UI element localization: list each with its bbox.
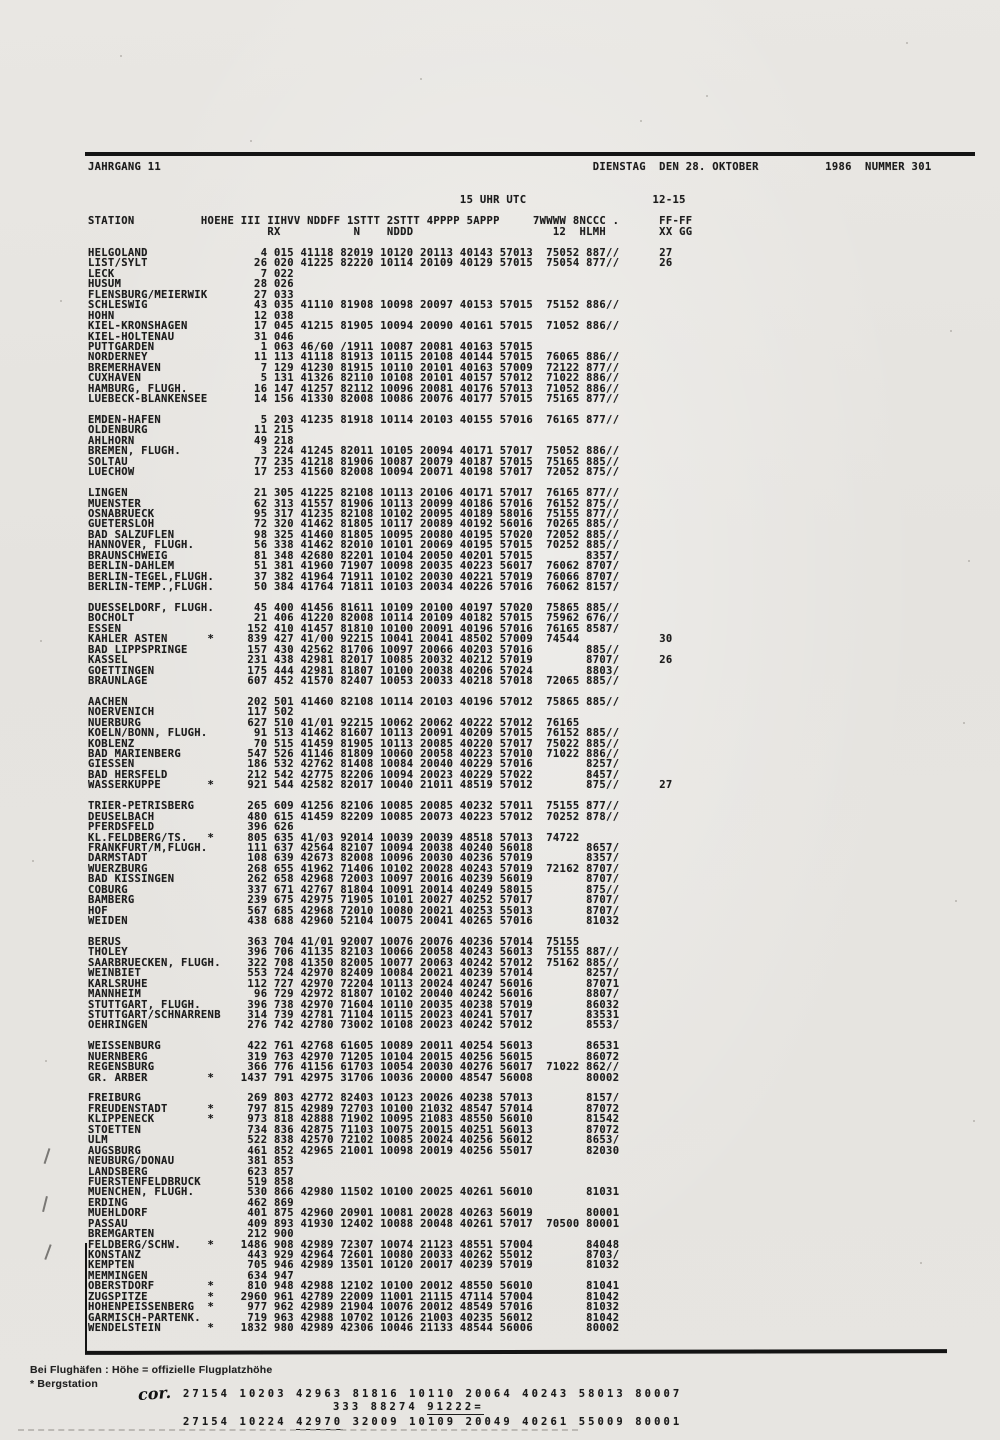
station-name: LINGEN: [88, 487, 241, 500]
station-name: BOCHOLT: [88, 612, 241, 625]
synop-codes: 212 900: [240, 1228, 660, 1241]
synop-codes: 1437 791 42975 31706 10036 20000 48547 56008 80002: [240, 1071, 660, 1084]
station-name: SCHLESWIG: [88, 299, 241, 312]
synop-codes: 49 218: [240, 434, 660, 447]
synop-codes: 186 532 42762 81408 10084 20040 40229 57016 8257/: [240, 758, 660, 771]
synop-codes: 805 635 41/03 92014 10039 20039 48518 57013 74722: [240, 831, 660, 844]
synop-codes: 705 946 42989 13501 10120 20017 40239 57019 81032: [240, 1259, 660, 1272]
station-name: BAD MARIENBERG: [88, 748, 241, 760]
station-name: FREUDENSTADT *: [88, 1102, 241, 1115]
table-row: [88, 1073, 672, 1083]
left-border-segment: [85, 1243, 87, 1352]
synop-codes: 72 320 41462 81805 10117 20089 40192 56016 70265 885//: [240, 518, 660, 531]
synop-codes: 7 022: [240, 267, 660, 280]
correction-code-line: [333, 1401, 484, 1413]
correction-code-line: [183, 1388, 682, 1400]
synop-codes: 98 325 41460 81805 10095 20080 40195 57020 72052 885//: [240, 528, 660, 541]
code-text: 27154 10203 42963 81816 10110 20064 40243 58013 80007: [183, 1388, 683, 1400]
station-name: FELDBERG/SCHW. *: [88, 1238, 241, 1251]
synop-codes: 1 063 46/60 /1911 10087 20081 40163 57015: [240, 340, 660, 353]
station-name: HOF: [88, 904, 241, 917]
synop-codes: 422 761 42768 61605 10089 20011 40254 56013 86531: [240, 1040, 660, 1053]
synop-codes: 366 776 41156 61703 10054 20030 40276 56017 71022 862//: [240, 1061, 660, 1074]
synop-codes: 480 615 41459 82209 10085 20073 40223 57012 70252 878//: [240, 810, 660, 823]
synop-codes: 519 858: [240, 1175, 660, 1188]
underlined-code: 91222=: [427, 1401, 484, 1413]
station-name: TRIER-PETRISBERG: [88, 800, 241, 813]
station-name: BAD LIPPSPRINGE: [88, 643, 241, 656]
station-name: BAD SALZUFLEN: [88, 528, 241, 541]
synop-codes: 262 658 42968 72003 10097 20016 40239 56019 8707/: [240, 873, 660, 886]
station-name: LUECHOW: [88, 466, 241, 479]
station-name: HELGOLAND: [88, 247, 241, 259]
station-name: FREIBURG: [88, 1092, 241, 1105]
station-name: BRAUNLAGE: [88, 674, 241, 687]
synop-codes: 276 742 42780 73002 10108 20023 40242 57012 8553/: [240, 1019, 660, 1032]
station-name: WUERZBURG: [88, 862, 241, 875]
station-name: OEHRINGEN: [88, 1019, 241, 1032]
station-name: MEMMINGEN: [88, 1269, 241, 1282]
station-name: WEINBIET: [88, 967, 241, 980]
station-name: MUEHLDORF: [88, 1207, 241, 1220]
synop-codes: 212 542 42775 82206 10094 20023 40229 57022 8457/: [240, 768, 660, 781]
synop-codes: 51 381 41960 71907 10098 20035 40223 56017 76062 8707/: [240, 560, 660, 573]
bottom-rule: [85, 1349, 947, 1355]
station-name: NORDERNEY: [88, 351, 241, 364]
synop-codes: 921 544 42582 82017 10040 21011 48519 57012 875//: [240, 779, 660, 792]
station-name: ERDING: [88, 1196, 241, 1209]
synop-codes: 973 818 42888 71902 10095 21083 48550 56010 81542: [240, 1113, 660, 1126]
station-name: REGENSBURG: [88, 1061, 241, 1074]
synop-codes: 175 444 42981 81807 10100 20038 40206 57024 8803/: [240, 664, 660, 677]
station-name: KOELN/BONN, FLUGH.: [88, 727, 241, 740]
synop-codes: 4 015 41118 82019 10120 20113 40143 57013 75052 887//: [240, 247, 660, 259]
synop-codes: 462 869: [240, 1196, 660, 1209]
station-name: DARMSTADT: [88, 852, 241, 865]
synop-codes: 17 253 41560 82008 10094 20071 40198 57017 72052 875//: [240, 466, 660, 479]
station-name: KEMPTEN: [88, 1259, 241, 1272]
synop-codes: 810 948 42988 12102 10100 20012 48550 56010 81041: [240, 1280, 660, 1293]
station-name: FUERSTENFELDBRUCK: [88, 1175, 241, 1188]
synop-codes: 37 382 41964 71911 10102 20030 40221 57019 76066 8707/: [240, 570, 660, 583]
station-name: KARLSRUHE: [88, 977, 241, 990]
station-name: AACHEN: [88, 695, 241, 708]
synop-codes: 719 963 42988 10702 10126 21003 40235 56012 81042: [240, 1311, 660, 1324]
station-name: BERLIN-DAHLEM: [88, 560, 241, 573]
station-name: WASSERKUPPE *: [88, 779, 241, 792]
top-rule: [85, 152, 975, 156]
station-name: KASSEL: [88, 654, 241, 667]
synop-codes: 396 626: [240, 821, 660, 834]
station-name: SAARBRUECKEN, FLUGH.: [88, 956, 241, 969]
code-text: 27154 10224: [183, 1416, 297, 1428]
synop-codes: 28 026: [240, 278, 660, 291]
table-row: [88, 1020, 672, 1030]
table-row: [88, 467, 672, 477]
synop-codes: 623 857: [240, 1165, 660, 1178]
gust-value: 26: [659, 257, 673, 270]
correction-code-line: [183, 1416, 682, 1428]
synop-codes: 977 962 42989 21904 10076 20012 48549 57016 81032: [240, 1301, 660, 1314]
synop-codes: 1486 908 42989 72307 10074 21123 48551 57004 84048: [240, 1238, 660, 1251]
station-name: OBERSTDORF *: [88, 1280, 241, 1293]
station-name: HAMBURG, FLUGH.: [88, 382, 241, 395]
station-name: KIEL-HOLTENAU: [88, 330, 241, 343]
handwritten-cor-annotation: cor.: [137, 1382, 172, 1405]
station-name: PASSAU: [88, 1217, 241, 1230]
table-row: [88, 394, 672, 404]
gust-value: 30: [659, 633, 673, 646]
table-row: [88, 916, 672, 926]
synop-codes: 16 147 41257 82112 10096 20081 40176 57013 71052 886//: [240, 382, 660, 395]
station-name: BREMEN, FLUGH.: [88, 445, 241, 458]
synop-codes: 31 046: [240, 330, 660, 343]
synop-codes: 21 305 41225 82108 10113 20106 40171 57017 76165 877//: [240, 487, 660, 500]
synop-codes: 70 515 41459 81905 10113 20085 40220 57017 75022 885//: [240, 737, 660, 750]
synop-codes: 17 045 41215 81905 10094 20090 40161 57015 71052 886//: [240, 320, 660, 333]
synop-codes: 77 235 41218 81906 10087 20079 40187 57015 75165 885//: [240, 455, 660, 468]
station-name: EMDEN-HAFEN: [88, 414, 241, 426]
station-name: STOETTEN: [88, 1123, 241, 1136]
synop-codes: 553 724 42970 82409 10084 20021 40239 57014 8257/: [240, 967, 660, 980]
column-header-line2: RX N NDDD 12 HLMH XX GG: [88, 226, 693, 238]
station-name: THOLEY: [88, 946, 241, 959]
station-name: DEUSELBACH: [88, 810, 241, 823]
synop-codes: 839 427 41/00 92215 10041 20041 48502 57009 74544: [240, 633, 660, 646]
station-name: WENDELSTEIN *: [88, 1322, 241, 1335]
station-name: BAD HERSFELD: [88, 768, 241, 781]
station-name: ZUGSPITZE *: [88, 1290, 241, 1303]
synop-codes: 567 685 42968 72010 10080 20021 40253 55013 8707/: [240, 904, 660, 917]
synop-codes: 239 675 42975 71905 10101 20027 40252 57017 8707/: [240, 894, 660, 907]
synop-codes: 314 739 42781 71104 10115 20023 40241 57017 83531: [240, 1008, 660, 1021]
station-name: ULM: [88, 1134, 241, 1147]
synop-codes: 152 410 41457 81810 10100 20091 40196 57016 76165 8587/: [240, 622, 660, 635]
station-name: SOLTAU: [88, 455, 241, 468]
synop-codes: 56 338 41462 82010 10101 20069 40195 57015 70252 885//: [240, 539, 660, 552]
bergstation-note: * Bergstation: [30, 1378, 98, 1390]
column-header-line1: STATION HOEHE III IIHVV NDDFF 1STTT 2STTT 4PPPP 5APPP 7WWWW 8NCCC . FF-FF: [88, 215, 693, 227]
station-name: BERLIN-TEMP.,FLUGH.: [88, 581, 241, 593]
synop-codes: 322 708 41350 82005 10077 20063 40242 57012 75162 885//: [240, 956, 660, 969]
synop-codes: 381 853: [240, 1155, 660, 1168]
synop-codes: 409 893 41930 12402 10088 20048 40261 57017 70500 80001: [240, 1217, 660, 1230]
synop-codes: 111 637 42564 82107 10094 20038 40240 56018 8657/: [240, 841, 660, 854]
station-name: FRANKFURT/M,FLUGH.: [88, 841, 241, 854]
synop-codes: 95 317 41235 82108 10102 20095 40189 58016 75155 877//: [240, 507, 660, 520]
table-row: [88, 780, 672, 790]
station-table: [88, 248, 672, 1334]
station-name: GIESSEN: [88, 758, 241, 771]
table-row: [88, 582, 672, 592]
station-name: BAMBERG: [88, 894, 241, 907]
station-name: MUENCHEN, FLUGH.: [88, 1186, 241, 1199]
code-text: 333 88274: [333, 1401, 428, 1413]
station-name: STUTTGART, FLUGH.: [88, 998, 241, 1011]
gust-value: 26: [659, 654, 673, 667]
synop-codes: 21 406 41220 82008 10114 20109 40182 57015 75962 676//: [240, 612, 660, 625]
synop-codes: 363 704 41/01 92007 10076 20076 40236 57014 75155: [240, 935, 660, 948]
table-row: [88, 1323, 672, 1333]
station-name: PFERDSFELD: [88, 821, 241, 834]
synop-codes: 231 438 42981 82017 10085 20032 40212 57019 8707/: [240, 654, 660, 667]
station-name: AHLHORN: [88, 434, 241, 447]
underlined-code: 42970: [296, 1416, 344, 1428]
station-name: MUENSTER: [88, 497, 241, 510]
gust-value: 27: [659, 247, 673, 259]
station-name: OLDENBURG: [88, 424, 241, 437]
synop-codes: 117 502: [240, 706, 660, 719]
code-text: 32009 10109 20049 40261 55009 80001: [343, 1416, 683, 1428]
station-name: HOHENPEISSENBERG *: [88, 1301, 241, 1314]
synop-codes: 3 224 41245 82011 10105 20094 40171 57017 75052 886//: [240, 445, 660, 458]
synop-codes: 45 400 41456 81611 10109 20100 40197 57020 75865 885//: [240, 601, 660, 614]
synop-codes: 337 671 42767 81804 10091 20014 40249 58015 875//: [240, 883, 660, 896]
airport-height-note: Bei Flughäfen : Höhe = offizielle Flugplatzhöhe: [30, 1364, 273, 1376]
station-name: GARMISCH-PARTENK.: [88, 1311, 241, 1324]
station-name: BERUS: [88, 935, 241, 948]
synop-codes: 461 852 42965 21001 10098 20019 40256 55017 82030: [240, 1144, 660, 1157]
station-name: BREMGARTEN: [88, 1228, 241, 1241]
synop-codes: 396 738 42970 71604 10110 20035 40238 57019 86032: [240, 998, 660, 1011]
pen-mark: [44, 1244, 51, 1260]
synop-codes: 396 706 41135 82103 10066 20058 40243 56013 75155 887//: [240, 946, 660, 959]
synop-codes: 522 838 42570 72102 10085 20024 40256 56012 8653/: [240, 1134, 660, 1147]
synop-codes: 797 815 42989 72703 10100 21032 48547 57014 87072: [240, 1102, 660, 1115]
station-name: KOBLENZ: [88, 737, 241, 750]
synop-codes: 1832 980 42989 42306 10046 21133 48544 56006 80002: [240, 1322, 660, 1335]
station-name: STUTTGART/SCHNARRENB: [88, 1008, 241, 1021]
table-row: [88, 676, 672, 686]
station-name: NUERNBERG: [88, 1050, 241, 1063]
station-name: NOERVENICH: [88, 706, 241, 719]
station-name: FLENSBURG/MEIERWIK: [88, 288, 241, 301]
station-name: KAHLER ASTEN *: [88, 633, 241, 646]
station-name: OSNABRUECK: [88, 507, 241, 520]
synop-codes: 438 688 42960 52104 10075 20041 40265 57016 81032: [240, 915, 660, 927]
station-name: BREMERHAVEN: [88, 361, 241, 374]
station-name: BAD KISSINGEN: [88, 873, 241, 886]
station-name: COBURG: [88, 883, 241, 896]
synop-codes: 5 131 41326 82110 10108 20101 40157 57012 71022 886//: [240, 372, 660, 385]
station-name: LIST/SYLT: [88, 257, 241, 270]
station-name: LUEBECK-BLANKENSEE: [88, 393, 241, 406]
station-name: KIEL-KRONSHAGEN: [88, 320, 241, 333]
synop-codes: 12 038: [240, 309, 660, 322]
station-name: BERLIN-TEGEL,FLUGH.: [88, 570, 241, 583]
station-name: AUGSBURG: [88, 1144, 241, 1157]
synop-codes: 265 609 41256 82106 10085 20085 40232 57011 75155 877//: [240, 800, 660, 813]
synop-codes: 62 313 41557 81906 10113 20099 40186 57016 76152 875//: [240, 497, 660, 510]
title-line: JAHRGANG 11 DIENSTAG DEN 28. OKTOBER 1986 NUMMER 301: [88, 161, 932, 173]
pen-mark: [42, 1196, 47, 1212]
synop-codes: 50 384 41764 71811 10103 20034 40226 57016 76062 8157/: [240, 581, 660, 593]
synop-codes: 5 203 41235 81918 10114 20103 40155 57016 76165 877//: [240, 414, 660, 426]
synop-codes: 27 033: [240, 288, 660, 301]
station-name: CUXHAVEN: [88, 372, 241, 385]
synop-codes: 91 513 41462 81607 10113 20091 40209 57015 76152 885//: [240, 727, 660, 740]
synop-codes: 108 639 42673 82008 10096 20030 40236 57019 8357/: [240, 852, 660, 865]
station-name: LECK: [88, 267, 241, 280]
station-name: GOETTINGEN: [88, 664, 241, 677]
station-name: LANDSBERG: [88, 1165, 241, 1178]
synop-codes: 26 020 41225 82220 10114 20109 40129 57015 75054 877//: [240, 257, 660, 270]
synop-codes: 2960 961 42789 22009 11001 21115 47114 57004 81042: [240, 1290, 660, 1303]
synop-codes: 269 803 42772 82403 10123 20026 40238 57013 8157/: [240, 1092, 660, 1105]
station-name: DUESSELDORF, FLUGH.: [88, 601, 241, 614]
synop-codes: 81 348 42680 82201 10104 20050 40201 57015 8357/: [240, 549, 660, 562]
station-name: MANNHEIM: [88, 988, 241, 1001]
gust-value: 27: [659, 779, 673, 792]
synop-codes: 547 526 41146 81809 10060 20058 40223 57010 71022 886//: [240, 748, 660, 760]
station-name: PUTTGARDEN: [88, 340, 241, 353]
station-name: HOHN: [88, 309, 241, 322]
station-name: BRAUNSCHWEIG: [88, 549, 241, 562]
synop-codes: 43 035 41110 81908 10098 20097 40153 57015 75152 886//: [240, 299, 660, 312]
station-name: ESSEN: [88, 622, 241, 635]
synop-codes: 202 501 41460 82108 10114 20103 40196 57012 75865 885//: [240, 695, 660, 708]
station-name: HUSUM: [88, 278, 241, 291]
synop-codes: 627 510 41/01 92215 10062 20062 40222 57012 76165: [240, 716, 660, 729]
station-name: NEUBURG/DONAU: [88, 1155, 241, 1168]
synop-codes: 7 129 41230 81915 10110 20101 40163 57009 72122 877//: [240, 361, 660, 374]
pen-mark: [44, 1148, 50, 1164]
synop-codes: 96 729 42972 81807 10102 20040 40242 56016 8807/: [240, 988, 660, 1001]
synop-codes: 607 452 41570 82407 10053 20033 40218 57018 72065 885//: [240, 674, 660, 687]
scan-artifact-line: [18, 1429, 578, 1431]
station-name: GUETERSLOH: [88, 518, 241, 531]
station-name: WEISSENBURG: [88, 1040, 241, 1053]
synop-codes: 401 875 42960 20901 10081 20028 40263 56019 80001: [240, 1207, 660, 1220]
synop-codes: 319 763 42970 71205 10104 20015 40256 56015 86072: [240, 1050, 660, 1063]
station-name: KLIPPENECK *: [88, 1113, 241, 1126]
station-name: KONSTANZ: [88, 1249, 241, 1261]
station-name: GR. ARBER *: [88, 1071, 241, 1084]
synop-codes: 157 430 42562 81706 10097 20066 40203 57016 885//: [240, 643, 660, 656]
synop-codes: 530 866 42980 11502 10100 20025 40261 56010 81031: [240, 1186, 660, 1199]
synop-codes: 11 113 41118 81913 10115 20108 40144 57015 76065 886//: [240, 351, 660, 364]
synop-codes: 634 947: [240, 1269, 660, 1282]
station-name: KL.FELDBERG/TS. *: [88, 831, 241, 844]
synop-codes: 443 929 42964 72601 10080 20033 40262 55012 8703/: [240, 1249, 660, 1261]
synop-codes: 14 156 41330 82008 10086 20076 40177 57015 75165 877//: [240, 393, 660, 406]
station-name: NUERBURG: [88, 716, 241, 729]
synop-codes: 268 655 41962 71406 10102 20028 40243 57019 72162 8707/: [240, 862, 660, 875]
synop-codes: 11 215: [240, 424, 660, 437]
station-name: HANNOVER, FLUGH.: [88, 539, 241, 552]
synop-codes: 112 727 42970 72204 10113 20024 40247 56016 87071: [240, 977, 660, 990]
observation-time-line: 15 UHR UTC 12-15: [88, 194, 686, 206]
station-name: WEIDEN: [88, 915, 241, 927]
synop-codes: 734 836 42875 71103 10075 20015 40251 56013 87072: [240, 1123, 660, 1136]
